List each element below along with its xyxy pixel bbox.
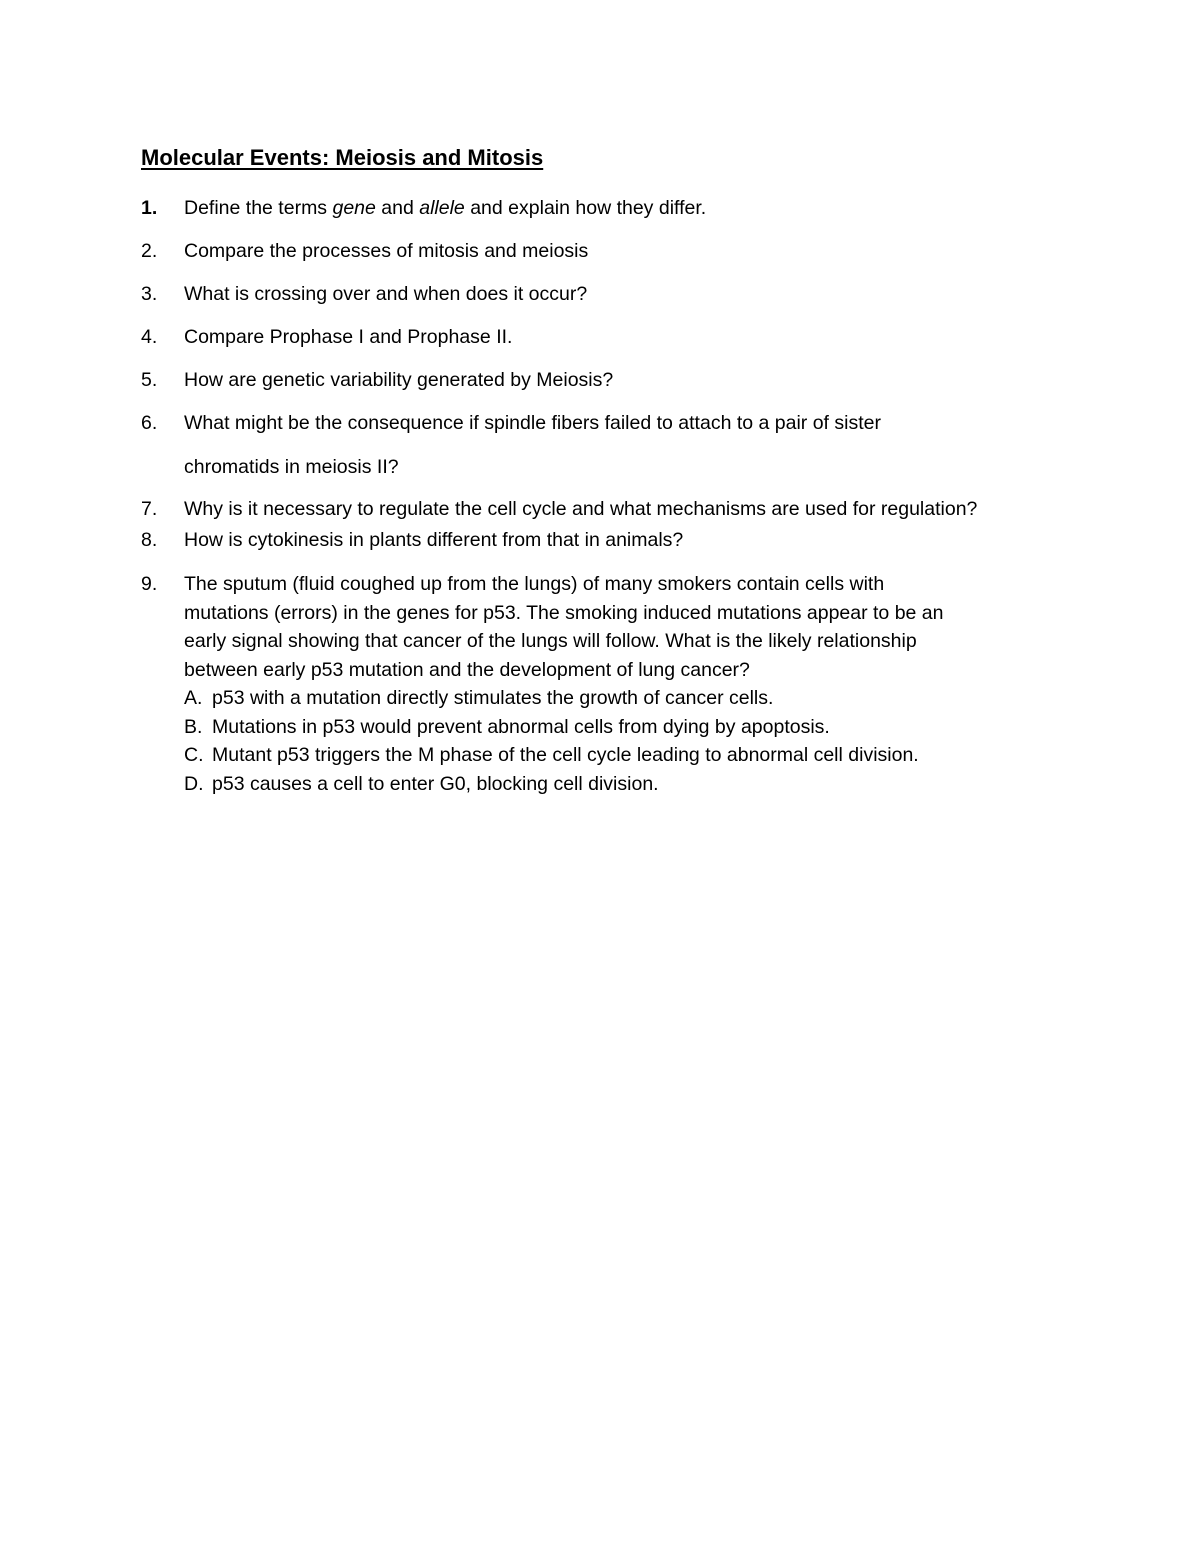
- question-text-line-1: What might be the consequence if spindle fibers failed to attach to a pair of sister: [184, 412, 881, 434]
- option-text: Mutations in p53 would prevent abnormal cells from dying by apoptosis.: [212, 716, 830, 738]
- question-text-line-1: The sputum (fluid coughed up from the lungs) of many smokers contain cells with: [184, 573, 885, 595]
- question-number: 6.: [141, 412, 158, 434]
- question-text-line-2: mutations (errors) in the genes for p53. The smoking induced mutations appear to be an: [184, 601, 944, 624]
- question-text-line-3: early signal showing that cancer of the lungs will follow. What is the likely relationship: [184, 630, 917, 652]
- question-text-line-2: chromatids in meiosis II?: [184, 456, 399, 478]
- option-letter: D.: [184, 773, 204, 795]
- question-number: 4.: [141, 326, 158, 348]
- document-title: Molecular Events: Meiosis and Mitosis: [141, 145, 544, 170]
- question-text: What is crossing over and when does it occur?: [184, 283, 588, 305]
- question-number: 2.: [141, 240, 158, 262]
- option-text: p53 with a mutation directly stimulates the growth of cancer cells.: [212, 687, 774, 709]
- question-text: Compare Prophase I and Prophase II.: [184, 326, 513, 348]
- term-allele: allele: [419, 197, 465, 219]
- option-letter: C.: [184, 744, 204, 766]
- question-number: 5.: [141, 369, 158, 391]
- question-number: 9.: [141, 573, 158, 595]
- term-gene: gene: [332, 197, 376, 219]
- question-text-line-4: between early p53 mutation and the development of lung cancer?: [184, 658, 750, 681]
- question-text: How are genetic variability generated by Meiosis?: [184, 369, 614, 391]
- question-text: Define the terms gene and allele and explain how they differ.: [184, 197, 707, 219]
- question-text: Compare the processes of mitosis and meiosis: [184, 240, 589, 262]
- question-number: 1.: [141, 197, 158, 219]
- option-letter: A.: [184, 687, 203, 709]
- question-text: Why is it necessary to regulate the cell cycle and what mechanisms are used for regulation?: [184, 498, 978, 520]
- question-number: 3.: [141, 283, 158, 305]
- question-number: 8.: [141, 529, 158, 551]
- question-text: How is cytokinesis in plants different from that in animals?: [184, 529, 684, 551]
- question-number: 7.: [141, 498, 158, 520]
- option-text: Mutant p53 triggers the M phase of the cell cycle leading to abnormal cell division.: [212, 744, 919, 766]
- option-text: p53 causes a cell to enter G0, blocking cell division.: [212, 773, 659, 795]
- option-letter: B.: [184, 716, 203, 738]
